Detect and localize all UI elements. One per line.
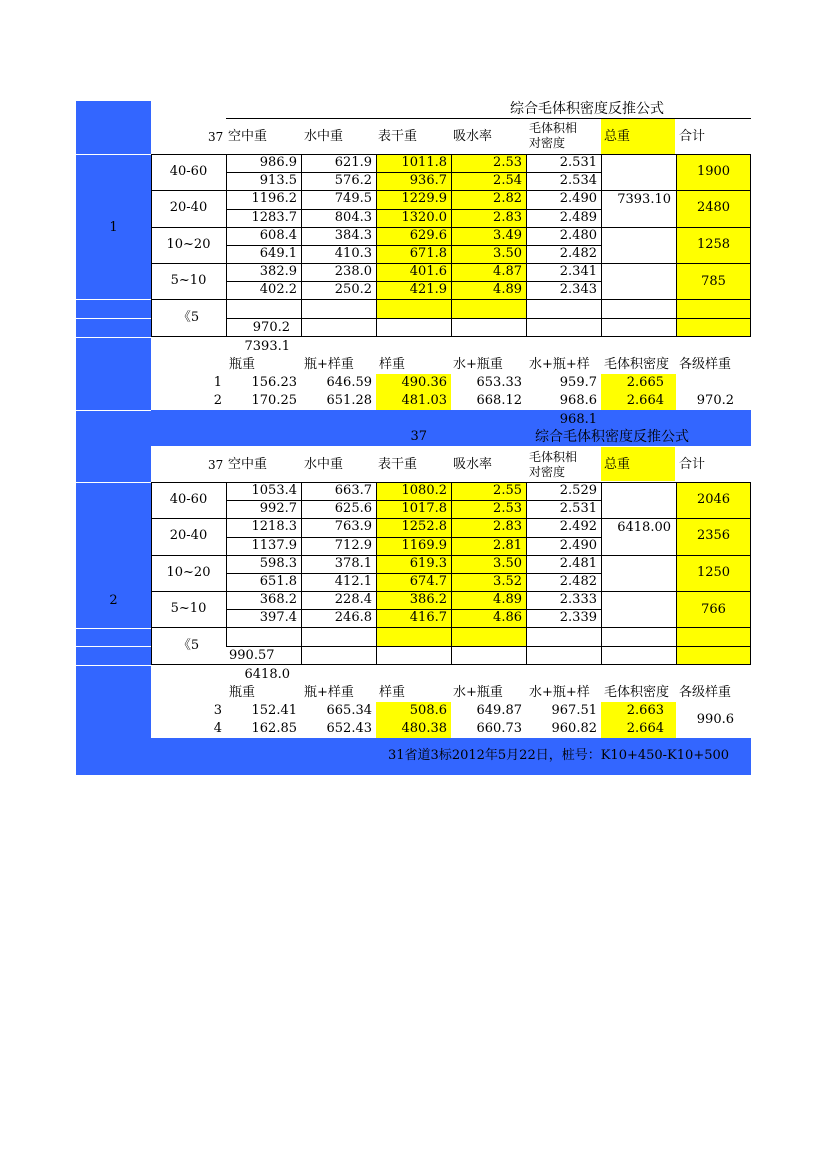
bottle-cell: 481.03 [401,393,447,408]
data-cell: 238.0 [334,264,372,280]
g2-header-xishuilv: 吸水率 [453,457,493,472]
bottle-cell: 508.6 [409,703,447,718]
data-cell: 2.83 [493,519,522,535]
data-cell: 2.339 [559,610,597,626]
data-cell: 2.53 [493,155,522,170]
data-cell: 2.490 [559,191,597,207]
bottle-cell: 649.87 [476,703,522,718]
data-cell: 1080.2 [401,483,447,498]
size-lt5: 《5 [177,310,200,325]
bottle-cell: 1 [213,375,222,390]
g2-header-pingzhong: 瓶重 [229,685,256,700]
data-cell: 3.52 [493,574,522,589]
bottle-cell: 646.59 [326,375,372,390]
g2-header-shui-ping: 水+瓶重 [453,685,503,700]
data-cell: 2.531 [559,155,597,170]
data-cell: 2.534 [559,173,597,189]
g1-header-yangzhong: 样重 [379,357,406,372]
size-40-60: 40-60 [169,164,208,179]
left-band [76,101,151,738]
group2-fine-sum: 990.6 [696,712,734,727]
data-cell: 246.8 [334,610,372,626]
g2-size-5-10: 5~10 [170,601,207,616]
group1-total-weight: 7393.10 [617,192,671,207]
group2-sum-2: 2356 [696,528,731,543]
g1-header-shui-ping-yang: 水+瓶+样 [529,357,590,372]
data-cell: 4.89 [493,282,522,298]
data-cell: 674.7 [409,574,447,589]
data-cell: 3.50 [493,246,522,261]
data-cell: 913.5 [259,173,297,189]
header-shuizhong: 水中重 [304,129,344,144]
g1-header-pingzhong: 瓶重 [229,357,256,372]
data-cell: 763.9 [334,519,372,535]
data-cell: 804.3 [334,209,372,225]
bottle-cell: 2 [213,393,222,408]
data-cell: 992.7 [259,501,297,517]
group1-sum-3: 1258 [696,237,731,252]
label-37: 37 [208,130,224,144]
bottle-cell: 2.663 [626,703,664,718]
group2-sum-4: 766 [701,602,726,617]
group1-sum-1: 1900 [696,164,731,179]
data-cell: 1283.7 [251,209,297,225]
group1-title: 综合毛体积密度反推公式 [510,101,664,117]
data-cell: 749.5 [334,191,372,207]
data-cell: 2.482 [559,246,597,261]
bottle-cell: 2.665 [626,375,664,390]
bottle-cell: 653.33 [476,375,522,390]
group1-number: 1 [109,220,118,235]
header-maoti-2: 对密度 [529,136,566,150]
data-cell: 1137.9 [251,537,297,553]
data-cell: 1169.9 [401,537,447,553]
header-heji: 合计 [679,129,706,144]
data-cell: 1252.8 [401,519,447,535]
data-cell: 250.2 [334,282,372,298]
data-cell: 1320.0 [401,209,447,225]
header-maoti-1: 毛体积相 [529,121,578,135]
bottle-cell: 170.25 [251,393,297,408]
data-cell: 2.531 [559,501,597,517]
data-cell: 663.7 [334,483,372,498]
data-cell: 386.2 [409,592,447,608]
group2-fine: 990.57 [229,648,275,663]
group1-grand-total: 7393.1 [244,339,290,354]
g1-header-maoti-midu: 毛体积密度 [604,357,670,372]
g1-header-ping-yang: 瓶+样重 [304,357,354,372]
label-37-g2: 37 [208,458,224,472]
data-cell: 649.1 [259,246,297,261]
data-cell: 1053.4 [251,483,297,498]
group2-label-37: 37 [410,429,427,444]
g2-header-yangzhong: 样重 [379,685,406,700]
data-cell: 1011.8 [401,155,447,170]
data-cell: 936.7 [409,173,447,189]
footer-text: 31省道3标2012年5月22日，桩号：K10+450-K10+500 [388,748,730,763]
bottle-cell: 152.41 [251,703,297,718]
data-cell: 1017.8 [401,501,447,517]
data-cell: 1218.3 [251,519,297,535]
data-cell: 3.49 [493,227,522,243]
g2-header-maoti-2: 对密度 [529,465,566,479]
g2-size-20-40: 20-40 [169,528,208,543]
group1-fine-sum: 970.2 [696,393,734,408]
data-cell: 368.2 [259,592,297,608]
g2-header-geji: 各级样重 [679,685,732,700]
g2-header-biaogan: 表干重 [378,457,418,472]
data-cell: 712.9 [334,537,372,553]
size-5-10: 5~10 [170,273,207,288]
size-10-20: 10~20 [166,237,211,252]
g1-header-geji: 各级样重 [679,357,732,372]
g2-size-lt5: 《5 [177,638,200,653]
bottle-cell: 652.43 [326,721,372,736]
data-cell: 378.1 [334,555,372,571]
data-cell: 416.7 [409,610,447,626]
data-cell: 2.343 [559,282,597,298]
bottle-cell: 967.51 [551,703,597,718]
data-cell: 382.9 [259,264,297,280]
group1-sum-2: 2480 [696,200,731,215]
data-cell: 2.333 [559,592,597,608]
data-cell: 2.490 [559,537,597,553]
data-cell: 2.82 [493,191,522,207]
data-cell: 2.53 [493,501,522,517]
data-cell: 2.489 [559,209,597,225]
data-cell: 228.4 [334,592,372,608]
data-cell: 402.2 [259,282,297,298]
bottle-cell: 960.82 [551,721,597,736]
data-cell: 576.2 [334,173,372,189]
bottle-cell: 660.73 [476,721,522,736]
data-cell: 2.83 [493,209,522,225]
data-cell: 2.529 [559,483,597,498]
data-cell: 421.9 [409,282,447,298]
header-xishuilv: 吸水率 [453,129,493,144]
group1-sum-4: 785 [701,274,726,289]
data-cell: 1229.9 [401,191,447,207]
bottle-cell: 2.664 [626,721,664,736]
g2-header-ping-yang: 瓶+样重 [304,685,354,700]
data-cell: 410.3 [334,246,372,261]
bottle-cell: 651.28 [326,393,372,408]
data-cell: 3.50 [493,555,522,571]
bottle-cell: 480.38 [401,721,447,736]
data-cell: 1196.2 [251,191,297,207]
bottle-cell: 2.664 [626,393,664,408]
data-cell: 4.87 [493,264,522,280]
data-cell: 651.8 [259,574,297,589]
group2-sum-1: 2046 [696,492,731,507]
group2-grand-total: 6418.0 [244,667,290,682]
bottle-cell: 665.34 [326,703,372,718]
data-cell: 2.55 [493,483,522,498]
data-cell: 4.86 [493,610,522,626]
bottle-cell: 162.85 [251,721,297,736]
data-cell: 2.482 [559,574,597,589]
g2-size-10-20: 10~20 [166,565,211,580]
group2-sum-3: 1250 [696,565,731,580]
g2-size-40-60: 40-60 [169,492,208,507]
data-cell: 401.6 [409,264,447,280]
bottle-cell: 3 [213,703,222,718]
data-cell: 384.3 [334,227,372,243]
group2-title: 综合毛体积密度反推公式 [535,429,689,445]
data-cell: 2.341 [559,264,597,280]
data-cell: 2.492 [559,519,597,535]
bottle-cell: 668.12 [476,393,522,408]
header-zongzhong: 总重 [604,129,631,144]
g1-header-shui-ping: 水+瓶重 [453,357,503,372]
header-kongzhong: 空中重 [228,129,268,144]
data-cell: 2.481 [559,555,597,571]
data-cell: 986.9 [259,155,297,170]
data-cell: 608.4 [259,227,297,243]
bottle-cell: 968.6 [559,393,597,408]
g2-header-shuizhong: 水中重 [304,457,344,472]
data-cell: 621.9 [334,155,372,170]
data-cell: 2.81 [493,537,522,553]
g2-header-maoti-1: 毛体积相 [529,450,578,464]
header-biaogan: 表干重 [378,129,418,144]
data-cell: 625.6 [334,501,372,517]
group1-fine: 970.2 [252,320,290,335]
data-cell: 4.89 [493,592,522,608]
bottle-cell: 959.7 [559,375,597,390]
data-cell: 629.6 [409,227,447,243]
g2-header-shui-ping-yang: 水+瓶+样 [529,685,590,700]
bottle-cell: 4 [213,721,222,736]
group2-total-weight: 6418.00 [617,520,671,535]
data-cell: 2.54 [493,173,522,189]
bottle-cell: 490.36 [401,375,447,390]
g2-header-kongzhong: 空中重 [228,457,268,472]
data-cell: 619.3 [409,555,447,571]
g2-header-maoti-midu: 毛体积密度 [604,685,670,700]
group2-number: 2 [109,593,118,608]
data-cell: 671.8 [409,246,447,261]
data-cell: 2.480 [559,227,597,243]
bottle-cell: 156.23 [251,375,297,390]
g2-header-heji: 合计 [679,457,706,472]
data-cell: 598.3 [259,555,297,571]
data-cell: 397.4 [259,610,297,626]
g2-header-zongzhong: 总重 [604,457,631,472]
group1-extra: 968.1 [559,412,597,427]
data-cell: 412.1 [334,574,372,589]
size-20-40: 20-40 [169,200,208,215]
